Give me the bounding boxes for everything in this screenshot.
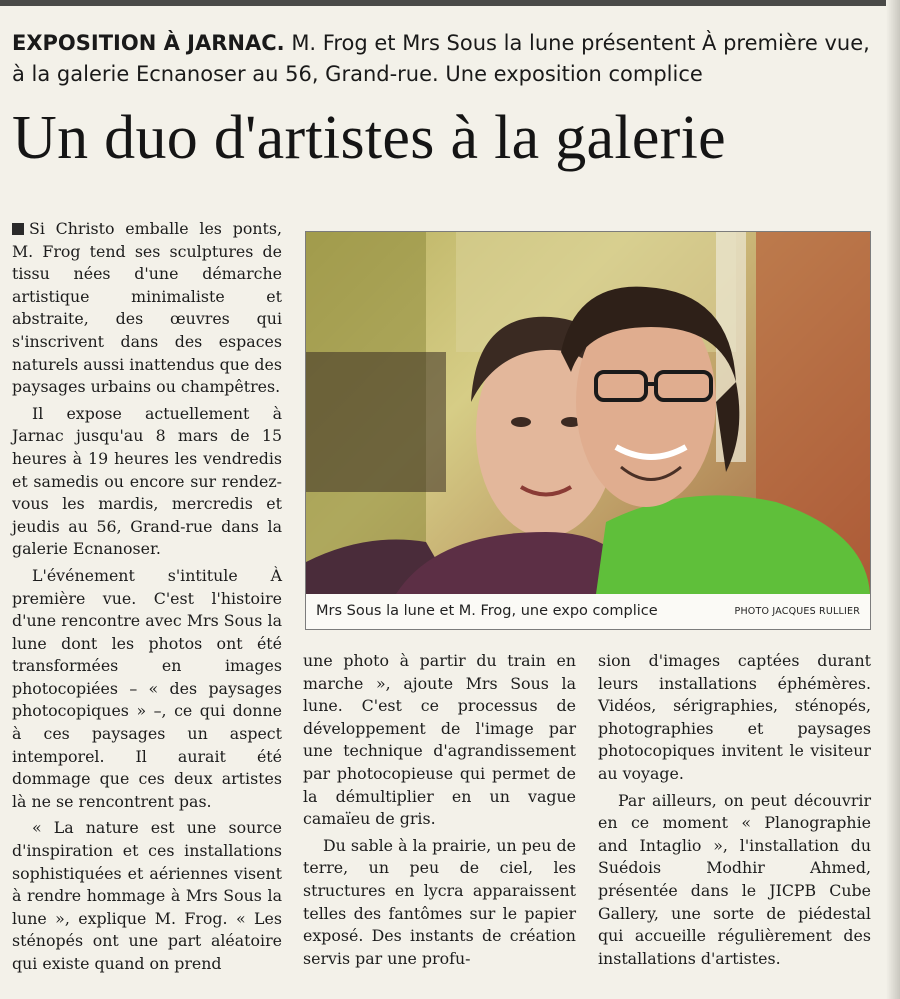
column-2 — [303, 650, 576, 970]
paragraph — [12, 218, 282, 399]
paragraph: « La nature est une source d'inspiration et ces installations sophistiquées et aériennes visent à rendre hommage à Mrs Sous la lune », explique M. Frog. « Les sténopés ont une part aléatoire qui existe quand on prend — [12, 818, 282, 973]
headline: Un duo d'artistes à la galerie — [12, 104, 726, 172]
photo-illustration — [306, 232, 870, 594]
kicker-text: M. Frog et Mrs Sous la lune présentent À première vue, à la galerie Ecnanoser au 56, Grand-rue. Une exposition complice — [12, 31, 870, 86]
paragraph: Il expose actuellement à Jarnac jusqu'au 8 mars de 15 heures à 19 heures les vendredis et samedis ou encore sur rendez-vous les mardis, mercredis et jeudis au 56, Grand-rue dans la galerie Ecnanoser. — [12, 403, 282, 559]
caption-row — [316, 598, 860, 624]
kicker — [12, 28, 882, 90]
paragraph: une photo à partir du train en marche », ajoute Mrs Sous la lune. C'est ce processus de développement de l'image par une technique d'agrandissement par photocopieuse qui permet de la démultiplier en un vague camaïeu de gris. — [303, 651, 576, 829]
paragraph-text: Si Christo emballe les ponts, M. Frog tend ses sculptures de tissu nées d'une démarche artistique minimaliste et abstraite, des œuvres qui s'inscrivent dans des espaces naturels aussi inattendus que des paysages urbains ou champêtres. — [12, 219, 282, 397]
paragraph: L'événement s'intitule À première vue. C'est l'histoire d'une rencontre avec Mrs Sous la lune dont les photos ont été transformées en images photocopiées – « des paysages photocopiques » –, ce qui donne à ces paysages un aspect intemporel. Il aurait été dommage que ces deux artistes là ne se rencontrent pas. — [12, 565, 282, 811]
photo-caption: Mrs Sous la lune et M. Frog, une expo complice — [316, 603, 658, 619]
photo-credit: PHOTO JACQUES RULLIER — [734, 605, 860, 617]
paragraph: sion d'images captées durant leurs installations éphémères. Vidéos, sérigraphies, sténopés, photographies et paysages photocopiques invitent le visiteur au voyage. — [598, 651, 871, 783]
top-rule — [0, 0, 900, 6]
column-1 — [12, 218, 282, 976]
column-3 — [598, 650, 871, 970]
kicker-lead: EXPOSITION À JARNAC. — [12, 31, 285, 55]
photo-figure — [305, 231, 871, 630]
photo — [306, 232, 870, 594]
paragraph: Du sable à la prairie, un peu de terre, un peu de ciel, les structures en lycra apparaissent telles des fantômes sur le papier exposé. Des instants de création servis par une profu- — [303, 835, 576, 968]
bullet-square-icon — [12, 223, 24, 235]
paragraph: Par ailleurs, on peut découvrir en ce moment « Planographie and Intaglio », l'installation du Suédois Modhir Ahmed, présentée dans le JICPB Cube Gallery, une sorte de piédestal qui accueille régulièrement des installations d'artistes. — [598, 790, 871, 968]
page-edge-shadow — [886, 0, 900, 999]
